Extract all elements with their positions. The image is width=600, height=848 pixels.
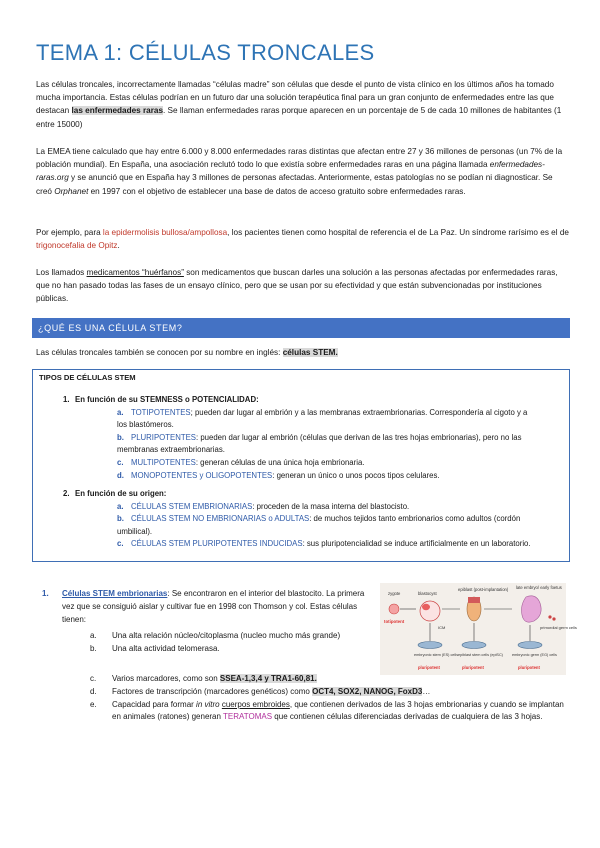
item-letter: c. <box>90 674 97 683</box>
item-value: : generan células de una única hoja embrionaria. <box>195 457 365 467</box>
item-key: MULTIPOTENTES <box>131 457 196 467</box>
es-dish <box>418 642 442 649</box>
item-value: : generan un único o unos pocos tipos celulares. <box>272 470 440 480</box>
fig-label-late-embryo: late embryo/ early foetus <box>516 585 562 590</box>
zygote-shape <box>389 604 399 614</box>
fig-label-epiblast: epiblast (post-implantation) <box>458 587 509 592</box>
emea-text-1: La EMEA tiene calculado que hay entre 6.000 y 8.000 enfermedades raras distintas que afectan entre 27 y 36 millones de personas (un 7% de la población mundial). En España, una asociación reclutó todo lo que existía sobre enfermedades raras en una página llamada <box>36 147 563 170</box>
stem-name-paragraph <box>36 346 570 359</box>
item-text-3: que contienen células diferenciadas derivadas de cualquiera de las 3 hojas. <box>272 712 543 722</box>
item-underlined: cuerpos embroides <box>221 699 290 709</box>
list-item <box>117 470 537 483</box>
embryonic-list-2 <box>90 673 570 724</box>
item-text: Una alta actividad telomerasa. <box>112 643 220 653</box>
embryonic-intro <box>62 588 370 626</box>
episc-dish <box>462 642 486 649</box>
item-text: Una alta relación núcleo/citoplasma (nucleo mucho más grande) <box>112 631 341 640</box>
fig-label-blastocyst: blastocyst <box>418 591 437 596</box>
item-bold: SSEA-1,3,4 y TRA1-60,81. <box>219 674 317 683</box>
example-red-1: la epidermolisis bullosa/ampollosa <box>102 228 228 237</box>
intro-bold: las enfermedades raras <box>71 106 163 116</box>
item-teratomas: TERATOMAS <box>223 712 273 722</box>
item-italic: in vitro <box>196 699 220 709</box>
list-item <box>117 513 537 538</box>
item-value: : pueden dar lugar al embrión (células que derivan de las tres hojas embrionarias), pero no las membranas extraembrionarias. <box>117 432 522 455</box>
example-paragraph <box>36 226 570 252</box>
stem-name-text: Las células troncales también se conocen por su nombre en inglés: <box>36 348 283 357</box>
item-letter: e. <box>90 699 97 709</box>
embryonic-list-1 <box>90 630 376 656</box>
pgc-dot-1 <box>548 615 551 618</box>
medicines-underlined: medicamentos “huérfanos” <box>86 268 184 277</box>
emea-text-3: en 1997 con el objetivo de establecer una base de datos de acceso gratuito sobre enfermedades raras. <box>88 186 466 196</box>
item-text-2: , que contienen derivados de las 3 hojas embrionarias y cuando se implantan en animales (ratones) generan <box>112 699 564 722</box>
example-text-3: . <box>117 241 120 251</box>
item-key: TOTIPOTENTES <box>131 407 191 417</box>
emea-text-2: y se anunció que en España hay 3 millones de personas afectadas. Anteriormente, estas patologías no se podían ni diagnosticar. Se creó <box>36 173 553 196</box>
group-1-title: En función de su STEMNESS o POTENCIALIDAD: <box>75 395 259 404</box>
embryonic-intro-text: : Se encontraron en el interior del blastocito. La primera vez que se consiguió aislar y cultivar fue en 1998 con Thomson y col. Estas células tienen: <box>62 589 365 624</box>
item-letter: a. <box>117 501 124 511</box>
list-item <box>90 699 570 725</box>
item-text: Factores de transcripción (marcadores genéticos) como <box>112 686 313 696</box>
item-key: MONOPOTENTES y OLIGOPOTENTES <box>131 470 273 480</box>
blastocyst-shape <box>420 601 440 621</box>
item-letter: a. <box>90 631 97 640</box>
item-key: CÉLULAS STEM PLURIPOTENTES INDUCIDAS <box>131 539 303 549</box>
fig-label-eg: embryonic germ (EG) cells <box>512 653 557 657</box>
stem-cell-diagram <box>380 583 577 675</box>
group-2-number: 2. <box>63 489 70 498</box>
item-value: : sus pluripotencialidad se induce artificialmente en un laboratorio. <box>302 539 531 549</box>
item-letter: b. <box>90 643 97 653</box>
item-key: PLURIPOTENTES <box>131 432 196 442</box>
group-2-items <box>117 501 537 551</box>
example-text-2: , los pacientes tienen como hospital de referencia el de La Paz. Un síndrome rarísimo es el de <box>227 228 569 237</box>
item-letter: b. <box>117 514 124 524</box>
stem-cell-figure <box>380 583 577 675</box>
stem-types-box <box>32 369 570 562</box>
item-bold: OCT4, SOX2, NANOG, FoxD3 <box>312 686 423 696</box>
pgc-dot-2 <box>552 617 555 620</box>
intro-text-end: . Se llaman enfermedades raras porque aparecen en un porcentaje de 5 de cada 10 millones de habitantes (1 entre 15000) <box>36 106 562 129</box>
item-text: Capacidad para formar <box>112 699 197 709</box>
list-item <box>117 432 537 457</box>
item-key: CÉLULAS STEM EMBRIONARIAS <box>131 501 253 511</box>
item-text: Varios marcadores, como son <box>112 674 220 683</box>
item-key: CÉLULAS STEM NO EMBRIONARIAS o ADULTAS <box>131 514 310 524</box>
fig-label-zygote: zygote <box>388 591 401 596</box>
emea-site: enfermedades-raras.org <box>36 160 545 183</box>
item-text-end: … <box>422 686 431 696</box>
page-title: TEMA 1: CÉLULAS TRONCALES <box>36 40 375 65</box>
fig-pluripotent-2: pluripotent <box>462 665 484 670</box>
list-item <box>117 407 537 432</box>
embryonic-number: 1. <box>42 589 49 598</box>
fig-label-episc: epiblast stem cells (epiSC) <box>458 653 503 657</box>
emea-orphanet: Orphanet <box>54 186 89 196</box>
fig-label-icm: ICM <box>438 625 446 630</box>
late-embryo-shape <box>522 596 542 622</box>
box-title: TIPOS DE CÉLULAS STEM <box>39 373 136 382</box>
list-item <box>117 538 537 551</box>
epiblast-top <box>468 597 480 603</box>
embryonic-section <box>42 588 370 626</box>
list-item <box>117 501 537 514</box>
example-red-2: trigonocefalia de Opitz <box>36 241 118 251</box>
group-1-number: 1. <box>63 395 70 404</box>
group-1 <box>63 394 553 482</box>
group-2 <box>63 488 553 551</box>
list-item <box>90 630 376 643</box>
example-text-1: Por ejemplo, para <box>36 228 103 237</box>
item-letter: b. <box>117 432 124 442</box>
fig-pluripotent-1: pluripotent <box>418 665 440 670</box>
item-value: ; pueden dar lugar al embrión y a las membranas extraembrionarias. Correspondería al cigoto y a los blastómeros. <box>117 407 528 430</box>
item-letter: c. <box>117 457 124 467</box>
medicines-paragraph <box>36 266 570 306</box>
item-letter: d. <box>117 470 124 480</box>
eg-dish <box>518 642 542 649</box>
medicines-text-2: son medicamentos que buscan darles una solución a las personas afectadas por enfermedades raras, que no han pasado todas las fases de un ensayo clínico, pero que se usan por su efectividad y que están subvencionadas por instituciones públicas. <box>36 268 558 304</box>
fig-label-pgc: primordial germ cells <box>540 625 577 630</box>
list-item <box>90 686 570 699</box>
medicines-text-1: Los llamados <box>36 268 87 277</box>
group-1-items <box>117 407 537 483</box>
item-letter: c. <box>117 539 124 549</box>
intro-text: Las células troncales, incorrectamente llamadas “células madre” son células que desde el punto de vista clínico en los últimos años ha tomado mucha importancia. Estas células podrían en un futuro dar una solución terapéutica final para un gran conjunto de enfermedades entre las que destacan <box>36 80 554 116</box>
section-header: ¿QUÉ ES UNA CÉLULA STEM? <box>32 318 570 338</box>
item-letter: a. <box>117 407 124 417</box>
fig-label-es: embryonic stem (ES) cells <box>414 653 459 657</box>
item-value: : proceden de la masa interna del blastocisto. <box>252 501 410 511</box>
list-item <box>117 457 537 470</box>
intro-paragraph <box>36 78 570 131</box>
item-value: : de muchos tejidos tanto embrionarios como adultos (cordón umbilical). <box>117 514 521 536</box>
embryonic-title: Células STEM embrionarias <box>62 589 168 598</box>
group-2-title: En función de su origen: <box>75 489 167 498</box>
fig-totipotent: totipotent <box>384 619 405 624</box>
stem-name-bold: células STEM. <box>282 348 338 357</box>
list-item <box>90 643 376 656</box>
icm-shape <box>422 604 430 610</box>
emea-paragraph <box>36 145 570 198</box>
fig-pluripotent-3: pluripotent <box>518 665 540 670</box>
item-letter: d. <box>90 686 97 696</box>
